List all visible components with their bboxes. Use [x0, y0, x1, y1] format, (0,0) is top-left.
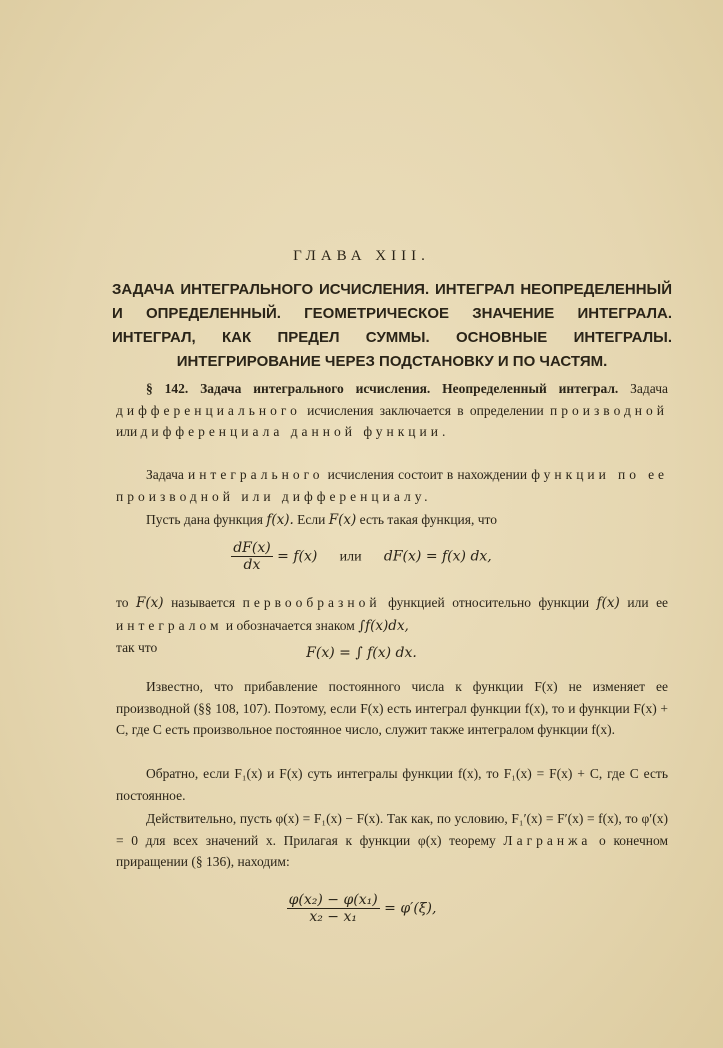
numerator: dF(x)	[233, 540, 271, 556]
numerator: φ(x₂) − φ(x₁)	[288, 892, 378, 908]
paragraph-6: Обратно, если F₁(x) и F(x) суть интегралы функции f(x), то F₁(x) = F(x) + C, где C есть постоянное.	[116, 766, 668, 803]
denominator: dx	[243, 557, 261, 573]
section-heading: Задача интегрального исчисления. Неопределенный интеграл.	[200, 381, 619, 396]
text: Пусть дана функция	[146, 512, 263, 527]
text: есть такая функция, что	[359, 512, 497, 527]
paragraph-1	[116, 378, 668, 443]
chapter-heading: ГЛАВА XIII.	[293, 248, 430, 264]
fraction	[287, 892, 380, 925]
spaced-term: интегрального	[187, 467, 324, 482]
spaced-term: функции по ее производной или дифференциалу.	[116, 467, 669, 504]
formula-derivative	[0, 540, 723, 573]
paragraph-2	[116, 464, 668, 507]
text: Задача	[146, 467, 184, 482]
text: о конечном приращении (§ 136), находим:	[116, 832, 668, 869]
text: Действительно, пусть φ(x) = F₁(x) − F(x). Так как, по условию, F₁′(x) = F′(x) = f(x), то φ′(x) = 0 для всех значений x. Прилагая к функции φ(x) теорему	[116, 811, 668, 848]
spaced-term: Лагранжа	[503, 832, 592, 848]
conjunction: или	[339, 549, 362, 565]
equation-part: = f(x)	[277, 548, 318, 565]
equation-part: dF(x) = f(x) dx,	[383, 548, 492, 565]
text: и обозначается знаком	[225, 617, 355, 633]
paragraph-3: Пусть дана функция f(x). Если F(x) есть такая функция, что	[146, 512, 497, 528]
paragraph-5: Известно, что прибавление постоянного числа к функции F(x) не изменяет ее производной (§§ 108, 107). Поэтому, если F(x) есть интеграл функции f(x), то и функции F(x) + C, где C есть произвольное постоянное число, служит также интегралом функции f(x).	[116, 679, 668, 737]
equation-part: = φ′(ξ),	[384, 900, 437, 917]
denominator: x₂ − x₁	[309, 909, 357, 925]
section-number: § 142.	[146, 381, 189, 396]
spaced-term: первообразной	[242, 595, 381, 610]
text: Если	[297, 512, 326, 527]
formula-lagrange	[0, 892, 723, 925]
text: называется	[171, 595, 236, 610]
fraction	[231, 540, 273, 573]
spaced-term: интегралом	[116, 617, 223, 633]
text: или	[116, 424, 138, 439]
text: или ее	[627, 595, 669, 610]
spaced-term: дифференциального	[116, 402, 301, 418]
paragraph-4: то F(x) называется первообразной функцией относительно функции f(x) или ее интегралом и обозначается знаком ∫f(x)dx, так что	[116, 595, 669, 655]
text: функцией относительно функции	[388, 595, 590, 610]
formula-integral: F(x) = ∫ f(x) dx.	[306, 645, 417, 661]
text: Задача	[630, 381, 669, 396]
chapter-title: ЗАДАЧА ИНТЕГРАЛЬНОГО ИСЧИСЛЕНИЯ. ИНТЕГРАЛ НЕОПРЕДЕЛЕННЫЙ И ОПРЕДЕЛЕННЫЙ. ГЕОМЕТРИЧЕСКОЕ ЗНАЧЕНИЕ ИНТЕГРАЛА. ИНТЕГРАЛ, КАК ПРЕДЕЛ СУММЫ. ОСНОВНЫЕ ИНТЕГРАЛЫ. ИНТЕГРИРОВАНИЕ ЧЕРЕЗ ПОДСТАНОВКУ И ПО ЧАСТЯМ.	[112, 281, 672, 370]
text: исчисления состоит в нахождении	[327, 467, 528, 482]
text: то	[116, 595, 129, 610]
text: исчисления заключается в определении	[307, 402, 544, 418]
spaced-term: дифференциала данной функции.	[140, 424, 450, 439]
text: так что	[116, 640, 158, 655]
spaced-term: производной	[550, 402, 669, 418]
paragraph-7	[116, 808, 668, 873]
